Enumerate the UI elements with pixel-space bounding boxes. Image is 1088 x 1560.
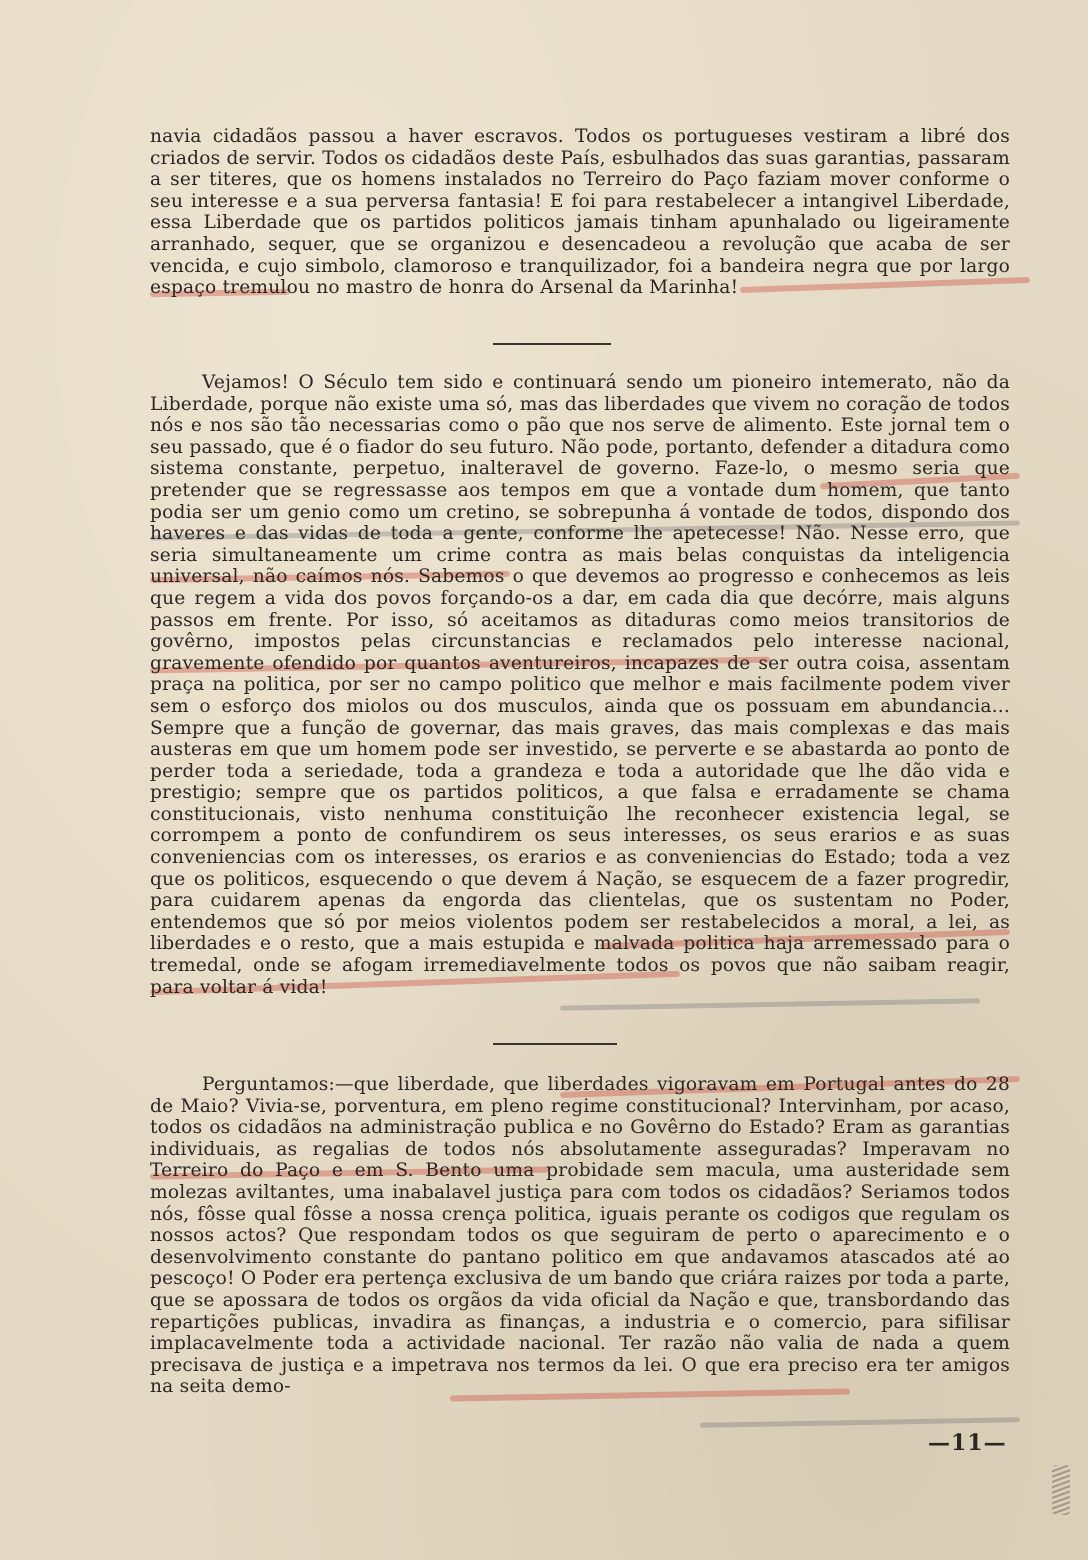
paragraph-continuation [150,126,1010,299]
page-number: —11— [928,1430,1007,1456]
section-divider [493,343,611,345]
paragraph-text: Perguntamos:—que liberdade, que liberdades vigoravam em Portugal antes do 28 de Maio? Vivia-se, porventura, em pleno regime constitucional? Intervinham, por acaso, todos os cidadãos na administração publica e no Govêrno do Estado? Eram as garantias individuais, as regalias de todos nós absolutamente asseguradas? Imperavam no Terreiro do Paço e em S. Bento uma probidade sem macula, uma austeridade sem molezas aviltantes, uma inabalavel justiça para com todos os cidadãos? Seriamos todos nós, fôsse qual fôsse a nossa crença politica, iguais perante os codigos que regulam os nossos actos? Que respondam todos os que seguiram de perto o aparecimento e o desenvolvimento constante do pantano politico em que andavamos atascados até ao pescoço! O Poder era pertença exclusiva de um bando que criára raizes por toda a parte, que se apossara de todos os orgãos da vida oficial da Nação e que, transbordando das repartições publicas, invadira as finanças, a industria e o comercio, para sifilisar implacavelmente toda a actividade nacional. Ter razão não valia de nada a quem precisava de justiça e a impetrava nos termos da lei. O que era preciso era ter amigos na seita demo- [150,1074,1010,1398]
paragraph-text: Vejamos! O Século tem sido e continuará sendo um pioneiro intemerato, não da Liberdade, porque não existe uma só, mas das liberdades que vivem no coração de todos nós e nos são tão necessarias como o pão que nos serve de alimento. Este jornal tem o seu passado, que é o fiador do seu futuro. Não pode, portanto, defender a ditadura como sistema constante, perpetuo, inalteravel de governo. Faze-lo, o mesmo seria que pretender que se regressasse aos tempos em que a vontade dum homem, que tanto podia ser um genio como um cretino, se sobrepunha á vontade de todos, dispondo dos haveres e das vidas de toda a gente, conforme lhe apetecesse! Não. Nesse erro, que seria simultaneamente um crime contra as mais belas conquistas da inteligencia universal, não caímos nós. Sabemos o que devemos ao progresso e conhecemos as leis que regem a vida dos povos forçando-os a dar, em cada dia que decórre, mais alguns passos em frente. Por isso, só aceitamos as ditaduras como meios transitorios de govêrno, impostos pelas circunstancias e reclamados pelo interesse nacional, gravemente ofendido por quantos aventureiros, incapazes de ser outra coisa, assentam praça na politica, por ser no campo politico que melhor e mais facilmente podem viver sem o esforço dos miolos ou dos musculos, ainda que os possuam em abundancia... Sempre que a função de governar, das mais graves, das mais complexas e das mais austeras em que um homem pode ser investido, se perverte e se abastarda ao ponto de perder toda a seriedade, toda a grandeza e toda a autoridade que lhe dão vida e prestigio; sempre que os partidos politicos, a que falsa e erradamente se chama constitucionais, visto nenhuma constituição lhe reconhecer existencia legal, se corrompem a ponto de confundirem os seus interesses, os seus erarios e as suas conveniencias com os interesses, os erarios e as conveniencias do Estado; toda a vez que os politicos, esquecendo o que devem á Nação, se esquecem de a fazer progredir, para cuidarem apenas da engorda das clientelas, que os sustentam no Poder, entendemos que só por meios violentos podem ser restabelecidos a moral, a lei, as liberdades e o resto, que a mais estupida e malvada politica haja arremessado para o tremedal, onde se afogam irremediavelmente todos os povos que não saibam reagir, para voltar á vida! [150,372,1010,998]
paragraph-text: navia cidadãos passou a haver escravos. Todos os portugueses vestiram a libré dos criados de servir. Todos os cidadãos deste País, esbulhados das suas garantias, passaram a ser titeres, que os homens instalados no Terreiro do Paço faziam mover conforme o seu interesse e a sua perversa fantasia! E foi para restabelecer a intangivel Liberdade, essa Liberdade que os partidos politicos jamais tinham apunhalado ou ligeiramente arranhado, sequer, que se organizou e desencadeou a revolução que acaba de ser vencida, e cujo simbolo, clamoroso e tranquilizador, foi a bandeira negra que por largo espaço tremulou no mastro de honra do Arsenal da Marinha! [150,126,1010,299]
margin-scribble-icon [1052,1465,1070,1515]
section-divider [493,1043,617,1045]
paragraph-vejamos [150,372,1010,998]
gray-pencil-mark [700,1417,1020,1428]
gray-pencil-mark [560,998,980,1010]
paragraph-perguntamos [150,1074,1010,1398]
